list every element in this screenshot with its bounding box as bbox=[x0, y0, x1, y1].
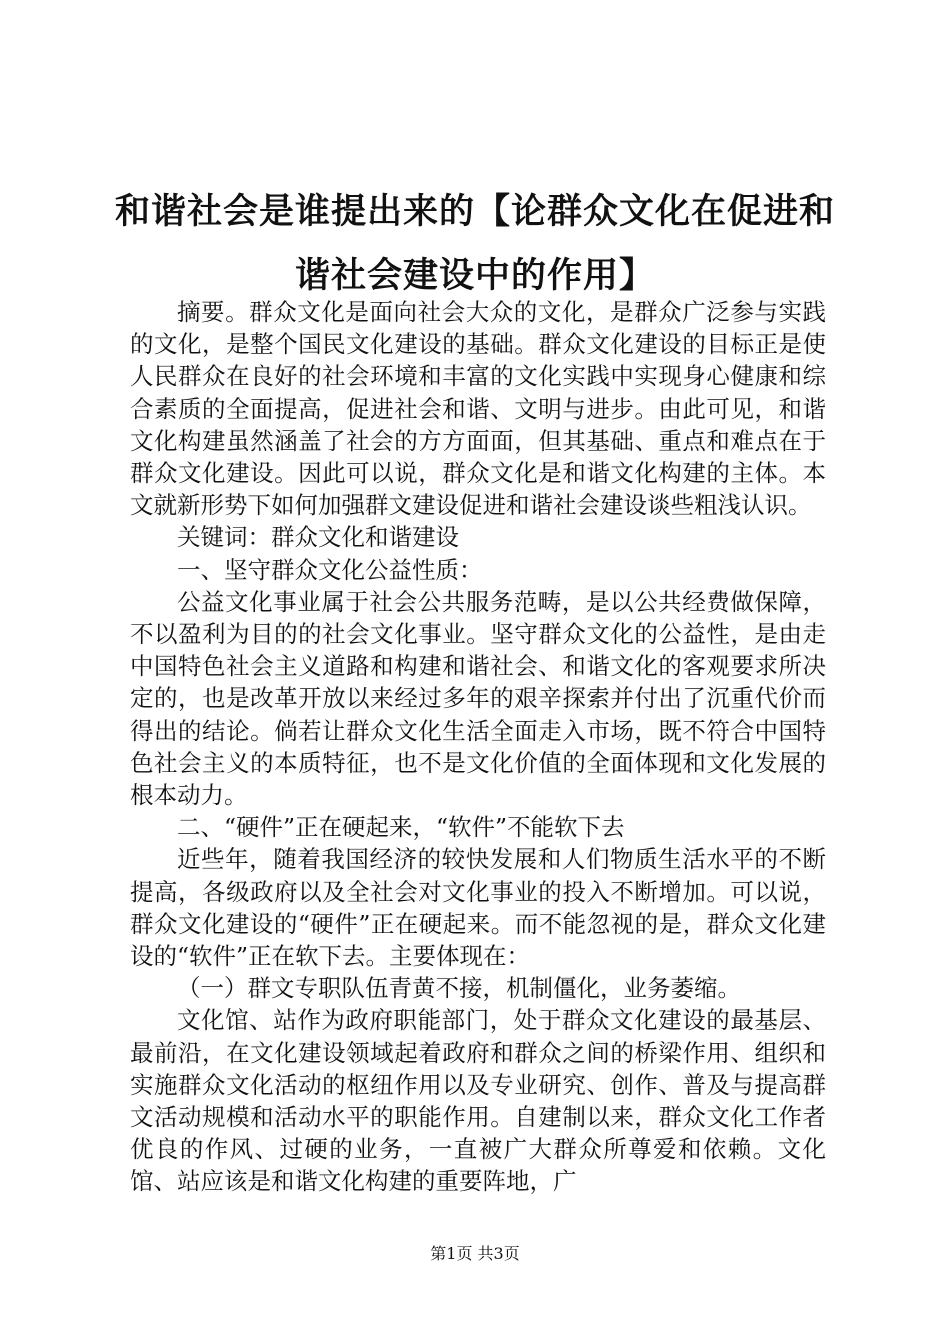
body-paragraph: 文化馆、站作为政府职能部门，处于群众文化建设的最基层、最前沿，在文化建设领域起着政府和群众之间的桥梁作用、组织和实施群众文化活动的枢纽作用以及专业研究、创作、普及与提高群文活动规模和活动水平的职能作用。自建制以来，群众文化工作者优良的作风、过硬的业务，一直被广大群众所尊爱和依赖。文化馆、站应该是和谐文化构建的重要阵地，广 bbox=[130, 1006, 826, 1196]
keywords-paragraph: 关键词：群众文化和谐建设 bbox=[177, 523, 459, 552]
page-total: 共3页 bbox=[477, 1244, 520, 1263]
page-footer bbox=[0, 1244, 950, 1264]
subsection-heading-1: （一）群文专职队伍青黄不接，机制僵化，业务萎缩。 bbox=[177, 974, 741, 1003]
body-paragraph: 公益文化事业属于社会公共服务范畴，是以公共经费做保障，不以盈利为目的的社会文化事业。坚守群众文化的公益性，是由走中国特色社会主义道路和构建和谐社会、和谐文化的客观要求所决定的，也是改革开放以来经过多年的艰辛探索并付出了沉重代价而得出的结论。倘若让群众文化生活全面走入市场，既不符合中国特色社会主义的本质特征，也不是文化价值的全面体现和文化发展的根本动力。 bbox=[130, 587, 826, 810]
abstract-paragraph: 摘要。群众文化是面向社会大众的文化，是群众广泛参与实践的文化，是整个国民文化建设的基础。群众文化建设的目标正是使人民群众在良好的社会环境和丰富的文化实践中实现身心健康和综合素质的全面提高，促进社会和谐、文明与进步。由此可见，和谐文化构建虽然涵盖了社会的方方面面，但其基础、重点和难点在于群众文化建设。因此可以说，群众文化是和谐文化构建的主体。本文就新形势下如何加强群文建设促进和谐社会建设谈些粗浅认识。 bbox=[130, 298, 826, 520]
section-heading-1: 一、坚守群众文化公益性质： bbox=[177, 555, 483, 584]
document-title: 和谐社会是谁提出来的【论群众文化在促进和谐社会建设中的作用】 bbox=[114, 191, 835, 296]
section-heading-2: 二、“硬件”正在硬起来，“软件”不能软下去 bbox=[177, 813, 625, 842]
body-paragraph: 近些年，随着我国经济的较快发展和人们物质生活水平的不断提高，各级政府以及全社会对文化事业的投入不断增加。可以说，群众文化建设的“硬件”正在硬起来。而不能忽视的是，群众文化建设的“软件”正在软下去。主要体现在： bbox=[130, 845, 826, 971]
document-body bbox=[130, 296, 826, 1198]
page-number: 第1页 bbox=[430, 1244, 473, 1263]
